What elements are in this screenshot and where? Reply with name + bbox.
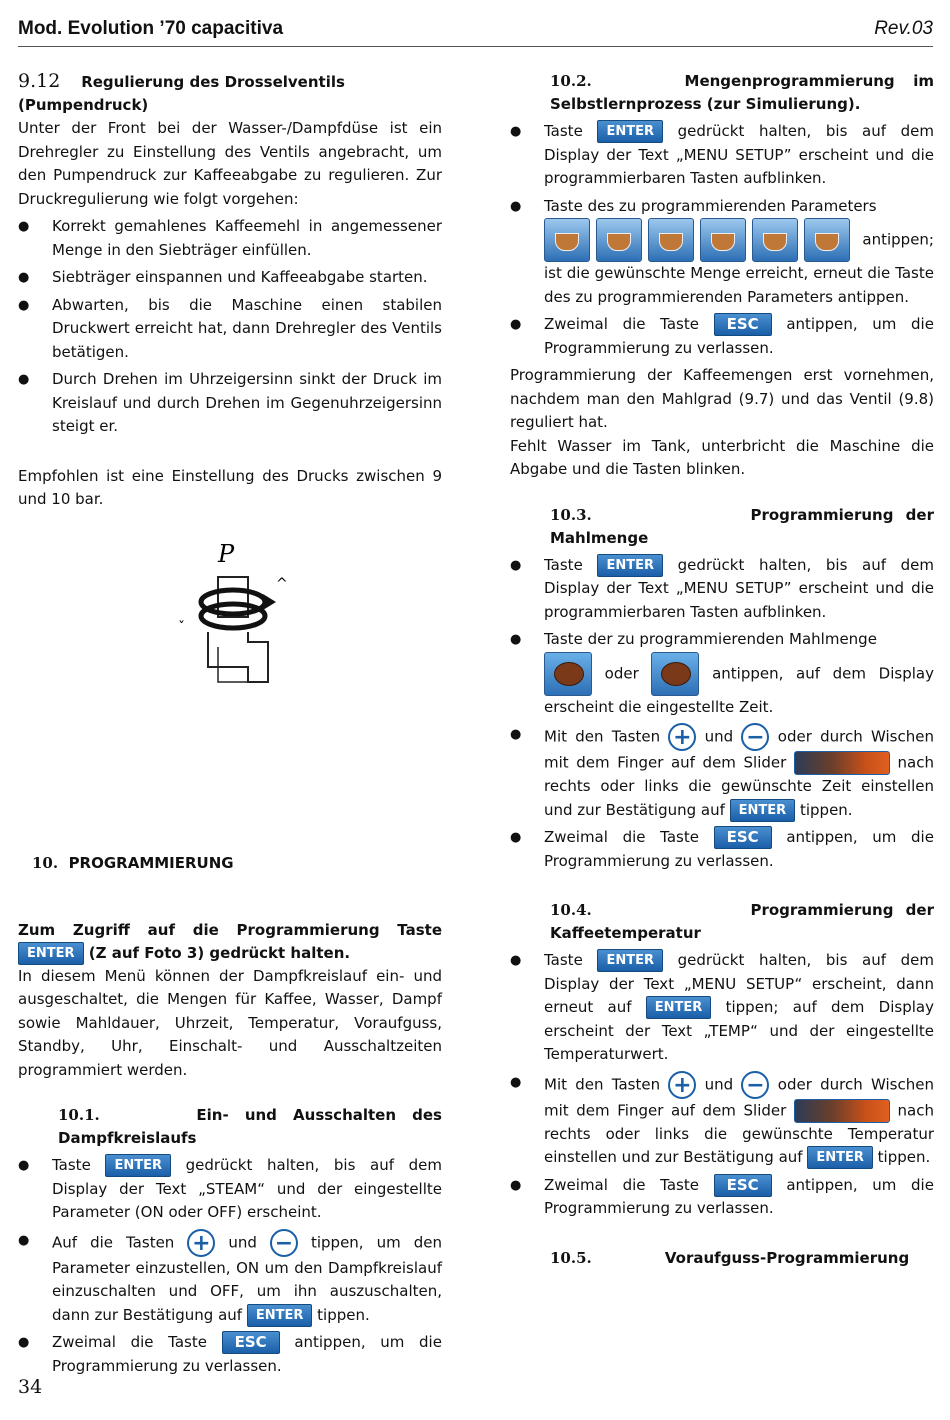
left-column: [18, 70, 442, 1382]
enter-button: ENTER: [646, 996, 712, 1019]
minus-icon: −: [270, 1229, 298, 1257]
section-10-4-heading: 10.4. Programmierung der Kaffeetemperatur: [550, 901, 934, 942]
valve-knob-illustration: [18, 532, 442, 732]
enter-button: ENTER: [247, 1304, 313, 1327]
double-coffee-cup-icon: [700, 218, 746, 262]
enter-button: ENTER: [18, 942, 84, 965]
page-header: [18, 18, 933, 47]
pressure-symbol: P: [218, 539, 235, 568]
list-item: ● Taste ENTER gedrückt halten, bis auf dem Display der Text „MENU SETUP” erscheint und die programmierbaren Tasten aufblinken.: [510, 554, 934, 625]
list-item: ● Taste des zu programmierenden Parameters antippen; ist die gewünschte Menge erreicht, erneut die Taste des zu programmierenden Parameters antippen.: [510, 195, 934, 310]
section-10-2-heading: 10.2. Mengenprogrammierung im Selbstlernprozess (zur Simulierung).: [550, 72, 934, 113]
revision-label: Rev.03: [874, 18, 933, 39]
list-item: ● Auf die Tasten + und − tippen, um den Parameter einzustellen, ON um den Dampfkreislauf einzuschalten und OFF, um ihn auszuschalten, dann zur Bestätigung auf ENTER tippen.: [18, 1229, 442, 1328]
pressure-recommendation: Empfohlen ist eine Einstellung des Drucks zwischen 9 und 10 bar.: [18, 466, 442, 508]
section-10-3-heading: 10.3. Programmierung der Mahlmenge: [550, 505, 934, 547]
list-item: ● Taste ENTER gedrückt halten, bis auf dem Display der Text „MENU SETUP” erscheint und die programmierbaren Tasten aufblinken.: [510, 120, 934, 191]
page-number: 34: [18, 1376, 43, 1398]
slider-icon: [794, 1099, 890, 1123]
esc-button: ESC: [714, 826, 772, 849]
plus-icon: +: [187, 1229, 215, 1257]
grind-double-icon: [651, 652, 699, 696]
section-9-12-intro: Unter der Front bei der Wasser-/Dampfdüse ist ein Drehregler zu Einstellung des Ventils angebracht, um den Pumpendruck zur Kaffeeabgabe zu regulieren. Zur Druckregulierung wie folgt vorgehen:: [18, 119, 442, 208]
enter-button: ENTER: [597, 120, 663, 143]
enter-button: ENTER: [597, 554, 663, 577]
section-10-1-heading: 10.1. Ein- und Ausschalten des Dampfkreislaufs: [58, 1106, 442, 1147]
list-item: ● Siebträger einspannen und Kaffeeabgabe starten.: [18, 266, 442, 290]
enter-button: ENTER: [105, 1154, 171, 1177]
list-item: ● Korrekt gemahlenes Kaffeemehl in angemessener Menge in den Siebträger einfüllen.: [18, 215, 442, 262]
enter-button: ENTER: [807, 1146, 873, 1169]
esc-button: ESC: [714, 1174, 772, 1197]
list-item: ● Zweimal die Taste ESC antippen, um die Programmierung zu verlassen.: [510, 313, 934, 360]
list-item: ● Zweimal die Taste ESC antippen, um die Programmierung zu verlassen.: [510, 826, 934, 873]
plus-icon: +: [668, 723, 696, 751]
list-item: ● Taste ENTER gedrückt halten, bis auf dem Display der Text „STEAM“ und der eingestellte Parameter (ON oder OFF) erscheint.: [18, 1154, 442, 1225]
section-10-5-heading: 10.5. Voraufguss-Programmierung: [550, 1248, 910, 1267]
list-item: ● Zweimal die Taste ESC antippen, um die Programmierung zu verlassen.: [510, 1174, 934, 1221]
plus-icon: +: [668, 1071, 696, 1099]
svg-text:ˇ: ˇ: [178, 619, 185, 636]
enter-button: ENTER: [597, 949, 663, 972]
section-10-2-note-1: Programmierung der Kaffeemengen erst vornehmen, nachdem man den Mahlgrad (9.7) und das Ventil (9.8) reguliert hat.: [510, 366, 934, 431]
right-column: [510, 70, 934, 1270]
programming-body: In diesem Menü können der Dampfkreislauf ein- und ausgeschaltet, die Mengen für Kaffee, Wasser, Dampf sowie Mahldauer, Uhrzeit, Temperatur, Voraufguss, Standby, Uhr, Einschalt- und Ausschaltzeiten programmiert werden.: [18, 966, 442, 1079]
section-10-1-list: [18, 1154, 442, 1378]
section-10-2-list: [510, 120, 934, 360]
svg-text:^: ^: [276, 575, 288, 592]
list-item: ● Mit den Tasten + und − oder durch Wischen mit dem Finger auf dem Slider nach rechts oder links die gewünschte Temperatur einstellen und zur Bestätigung auf ENTER tippen.: [510, 1071, 934, 1170]
section-9-12-heading: 9.12 Regulierung des Drosselventils (Pumpendruck): [18, 70, 345, 114]
list-item: ● Taste ENTER gedrückt halten, bis auf dem Display der Text „MENU SETUP“ erscheint, dann erneut auf ENTER tippen; auf dem Display erscheint der Text „TEMP“ und der eingestellte Temperaturwert.: [510, 949, 934, 1067]
list-item: ● Mit den Tasten + und − oder durch Wischen mit dem Finger auf dem Slider nach rechts oder links die gewünschte Zeit einstellen und zur Bestätigung auf ENTER tippen.: [510, 723, 934, 822]
section-10-3-list: [510, 554, 934, 874]
document-title: Mod. Evolution ’70 capacitiva: [18, 18, 284, 39]
list-item: ● Zweimal die Taste ESC antippen, um die Programmierung zu verlassen.: [18, 1331, 442, 1378]
esc-button: ESC: [222, 1331, 280, 1354]
list-item: ● Durch Drehen im Uhrzeigersinn sinkt der Druck im Kreislauf und durch Drehen im Gegenuhrzeigersinn steigt er.: [18, 368, 442, 439]
section-10-4-list: [510, 949, 934, 1221]
espresso-cup-icon: [544, 218, 590, 262]
esc-button: ESC: [714, 313, 772, 336]
valve-knob-figure: [18, 532, 442, 762]
double-espresso-cup-icon: [596, 218, 642, 262]
list-item: ● Taste der zu programmierenden Mahlmenge oder antippen, auf dem Display erscheint die eingestellte Zeit.: [510, 628, 934, 719]
steam-icon: [752, 218, 798, 262]
section-10-2-note-2: Fehlt Wasser im Tank, unterbricht die Maschine die Abgabe und die Tasten blinken.: [510, 436, 934, 478]
minus-icon: −: [741, 1071, 769, 1099]
section-9-12-list: [18, 215, 442, 439]
grind-single-icon: [544, 652, 592, 696]
section-10-heading: 10. PROGRAMMIERUNG: [32, 853, 234, 872]
programming-access: Zum Zugriff auf die Programmierung Taste ENTER (Z auf Foto 3) gedrückt halten.: [18, 919, 442, 965]
slider-icon: [794, 751, 890, 775]
minus-icon: −: [741, 723, 769, 751]
hot-water-cup-icon: [804, 218, 850, 262]
enter-button: ENTER: [730, 799, 796, 822]
list-item: ● Abwarten, bis die Maschine einen stabilen Druckwert erreicht hat, dann Drehregler des Ventils betätigen.: [18, 294, 442, 365]
coffee-cup-icon: [648, 218, 694, 262]
